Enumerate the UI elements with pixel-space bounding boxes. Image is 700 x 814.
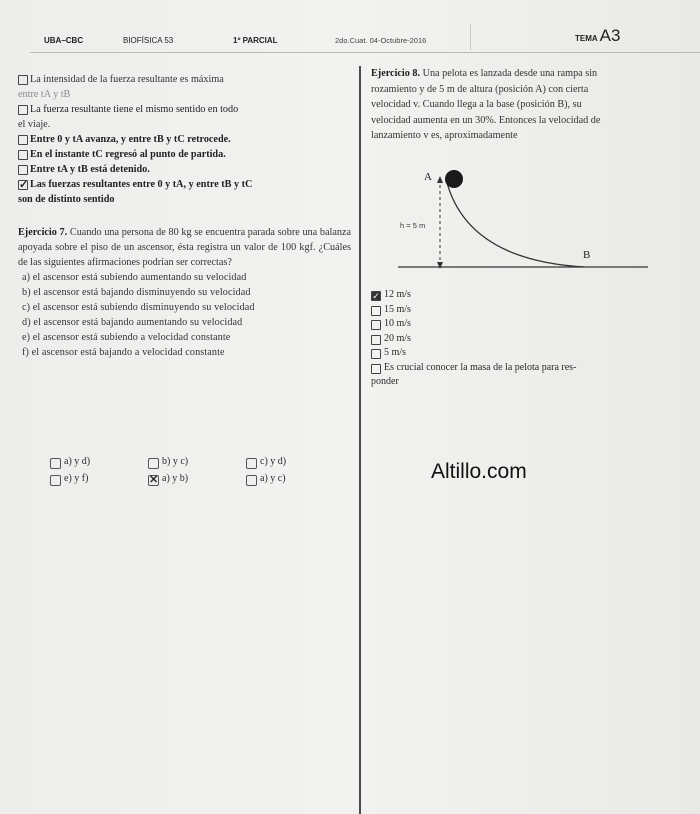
ramp-curve [446,179,584,267]
ex8-title: Ejercicio 8. [371,68,421,79]
option-stopped[interactable]: Entre tA y tB está detenido. [18,162,351,177]
exam-header [30,22,700,53]
label-a: A [424,171,432,183]
subject-label: BIOFÍSICA 53 [123,36,174,45]
checkbox-icon[interactable] [246,458,257,469]
checkbox-icon[interactable] [371,306,381,316]
answer-ac[interactable]: a) y c) [246,473,286,484]
ex8-line1: Una pelota es lanzada desde una rampa sin [422,68,598,79]
ex8-option-5[interactable]: 5 m/s [371,346,700,361]
ex7-item-d: d) el ascensor está bajando aumentando su velocidad [22,317,243,328]
watermark: Altillo.com [431,460,527,483]
checkbox-icon[interactable] [371,335,381,345]
right-column [371,66,700,144]
ex7-item-e: e) el ascensor está subiendo a velocidad constante [22,332,231,343]
checkbox-icon[interactable] [18,165,28,175]
checkbox-icon[interactable] [371,320,381,330]
checkbox-icon[interactable] [50,458,61,469]
checkbox-icon[interactable] [148,458,159,469]
height-label: h = 5 m [400,221,426,230]
answer-ab[interactable]: ✕ a) y b) [149,473,189,486]
crossed-box-icon[interactable]: ✕ [149,474,159,486]
tema-label: TEMA A3 [575,26,621,45]
checkbox-icon[interactable] [371,364,381,374]
ex7-item-b: b) el ascensor está bajando disminuyendo su velocidad [22,287,251,298]
answer-cd[interactable]: c) y d) [246,456,286,467]
ex8-line5: lanzamiento v es, aproximadamente [371,130,518,141]
ex7-item-c: c) el ascensor está subiendo disminuyendo su velocidad [22,302,255,313]
label-b: B [583,249,591,261]
ex7-title: Ejercicio 7. [18,227,68,238]
option-same-direction[interactable]: La fuerza resultante tiene el mismo sentido en todo el viaje. [18,104,239,130]
checkbox-icon[interactable] [18,105,28,115]
exam-label: 1º PARCIAL [233,36,278,45]
ex8-options [371,288,700,390]
ball-icon [445,170,463,188]
ex8-option-mass[interactable]: Es crucial conocer la masa de la pelota para res- ponder [371,361,577,387]
ex8-line2: rozamiento y de 5 m de altura (posición A) con cierta [371,83,589,95]
answer-bc[interactable]: b) y c) [148,456,188,467]
answer-ad[interactable]: a) y d) [50,456,90,467]
checked-box-icon[interactable]: ✓ [19,179,29,191]
university-label: UBA–CBC [44,36,84,45]
ramp-figure [384,165,654,275]
checked-box-icon[interactable]: ✓ [372,291,380,301]
ex8-option-20[interactable]: 20 m/s [371,332,700,347]
left-column [18,72,351,360]
ex8-option-15[interactable]: 15 m/s [371,303,700,318]
checkbox-icon[interactable] [371,349,381,359]
option-max-force[interactable]: La intensidad de la fuerza resultante es máxima entre tA y tB [18,74,224,100]
column-divider [359,66,361,814]
checkbox-icon[interactable] [18,75,28,85]
ex7-item-a: a) el ascensor está subiendo aumentando su velocidad [22,272,247,283]
date-label: 2do.Cuat. 04-Octubre-2016 [335,36,427,45]
option-different-sense[interactable]: ✓ Las fuerzas resultantes entre 0 y tA, y entre tB y tC son de distinto sentido [18,179,253,205]
tema-code: A3 [599,26,621,45]
header-separator [470,24,471,50]
checkbox-icon[interactable] [50,475,61,486]
ex8-option-10[interactable]: 10 m/s [371,317,700,332]
option-advance-retreat[interactable]: Entre 0 y tA avanza, y entre tB y tC retrocede. [18,132,351,147]
ex8-line4: velocidad aumenta en un 30%. Entonces la velocidad de [371,114,601,126]
arrow-up-icon [437,176,443,183]
option-returned-start[interactable]: En el instante tC regresó al punto de partida. [18,147,351,162]
checkbox-icon[interactable] [246,475,257,486]
ex7-statement: Ejercicio 7. Cuando una persona de 80 kg se encuentra parada sobre una balanza apoyada sobre el piso de un ascensor, ésta registra un valor de 100 kgf. ¿Cuáles de las siguientes afirmaciones podrían ser correctas? [18,227,351,268]
ex7-item-f: f) el ascensor está bajando a velocidad constante [22,347,225,358]
arrow-down-icon [437,262,443,269]
ex8-line3: velocidad v. Cuando llega a la base (posición B), su [371,99,582,110]
checkbox-icon[interactable] [18,135,28,145]
ex8-option-12[interactable]: ✓ 12 m/s [372,289,411,301]
checkbox-icon[interactable] [18,150,28,160]
answer-ef[interactable]: e) y f) [50,473,88,484]
